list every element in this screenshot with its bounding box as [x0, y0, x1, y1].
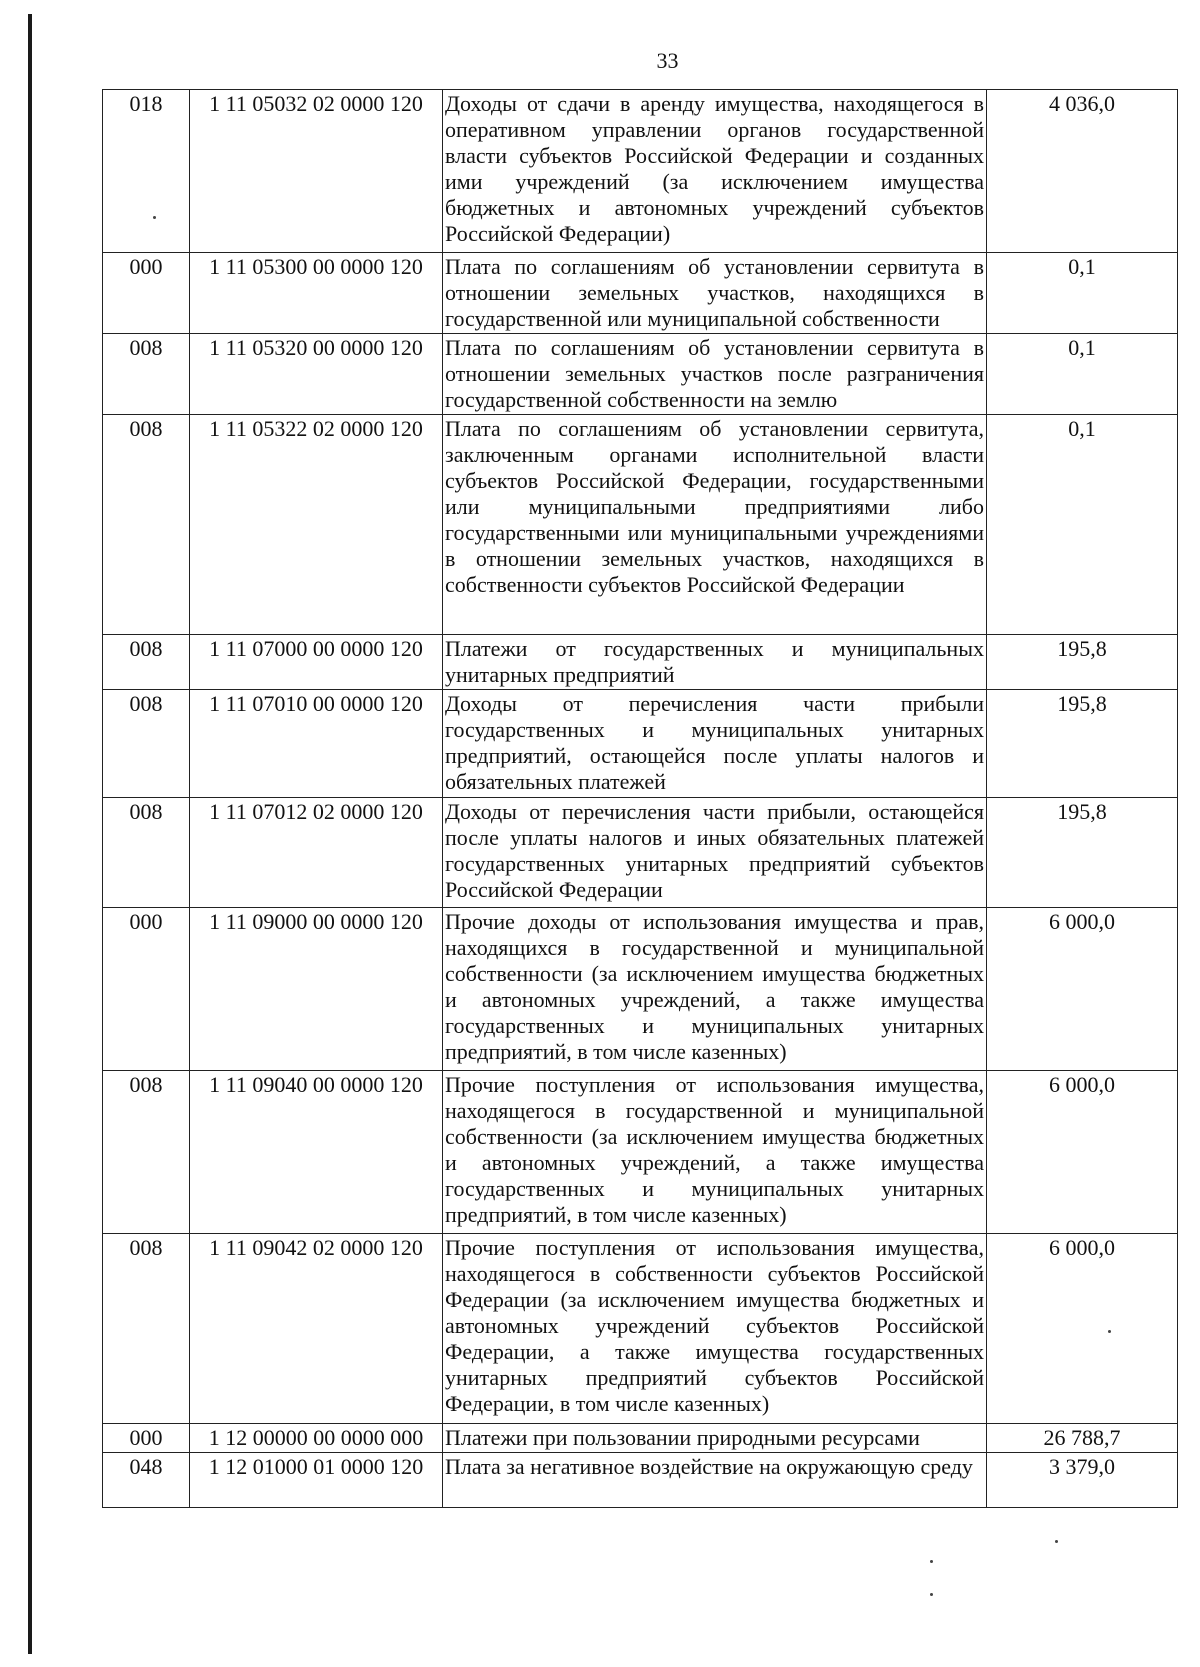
table-row — [103, 90, 1178, 253]
amount-cell: 195,8 — [987, 635, 1178, 690]
scan-speck — [930, 1593, 933, 1596]
budget-code-cell: 1 12 01000 01 0000 120 — [190, 1453, 443, 1508]
admin-code-cell: 000 — [103, 908, 190, 1071]
table-row — [103, 334, 1178, 415]
table-row — [103, 908, 1178, 1071]
amount-cell: 195,8 — [987, 798, 1178, 908]
revenue-name-cell: Доходы от перечисления части прибыли, остающейся после уплаты налогов и иных обязательных платежей государственных унитарных предприятий субъектов Российской Федерации — [443, 798, 987, 908]
budget-code-cell: 1 12 00000 00 0000 000 — [190, 1424, 443, 1453]
admin-code-cell: 000 — [103, 253, 190, 334]
scan-speck — [1108, 1330, 1111, 1333]
scan-speck — [930, 1560, 933, 1563]
binding-margin-line — [28, 14, 32, 1654]
budget-code-cell: 1 11 09000 00 0000 120 — [190, 908, 443, 1071]
table-row — [103, 1453, 1178, 1508]
table-row — [103, 690, 1178, 798]
budget-code-cell: 1 11 05300 00 0000 120 — [190, 253, 443, 334]
amount-cell: 26 788,7 — [987, 1424, 1178, 1453]
revenue-name-cell: Плата по соглашениям об установлении сервитута в отношении земельных участков после разграничения государственной собственности на землю — [443, 334, 987, 415]
admin-code-cell: 008 — [103, 334, 190, 415]
revenue-name-cell: Плата по соглашениям об установлении сервитута в отношении земельных участков, находящихся в государственной или муниципальной собственности — [443, 253, 987, 334]
scan-speck — [1055, 1540, 1058, 1543]
scan-speck — [153, 216, 156, 219]
revenue-name-cell: Плата за негативное воздействие на окружающую среду — [443, 1453, 987, 1508]
admin-code-cell: 000 — [103, 1424, 190, 1453]
budget-revenue-table — [102, 89, 1178, 1508]
amount-cell: 3 379,0 — [987, 1453, 1178, 1508]
budget-code-cell: 1 11 07010 00 0000 120 — [190, 690, 443, 798]
revenue-name-cell: Плата по соглашениям об установлении сервитута, заключенным органами исполнительной власти субъектов Российской Федерации, государственными или муниципальными предприятиями либо государственными или муниципальными учреждениями в отношении земельных участков, находящихся в собственности субъектов Российской Федерации — [443, 415, 987, 635]
revenue-name-cell: Прочие поступления от использования имущества, находящегося в собственности субъектов Российской Федерации (за исключением имущества бюджетных и автономных учреждений субъектов Российской Федерации, а также имущества государственных унитарных предприятий субъектов Российской Федерации, в том числе казенных) — [443, 1234, 987, 1424]
revenue-name-cell: Платежи от государственных и муниципальных унитарных предприятий — [443, 635, 987, 690]
table-row — [103, 1234, 1178, 1424]
revenue-name-cell: Доходы от сдачи в аренду имущества, находящегося в оперативном управлении органов государственной власти субъектов Российской Федерации и созданных ими учреждений (за исключением имущества бюджетных и автономных учреждений субъектов Российской Федерации) — [443, 90, 987, 253]
revenue-name-cell: Прочие поступления от использования имущества, находящегося в государственной и муниципальной собственности (за исключением имущества бюджетных и автономных учреждений, а также имущества государственных и муниципальных унитарных предприятий, в том числе казенных) — [443, 1071, 987, 1234]
budget-code-cell: 1 11 07012 02 0000 120 — [190, 798, 443, 908]
budget-code-cell: 1 11 09040 00 0000 120 — [190, 1071, 443, 1234]
revenue-name-cell: Прочие доходы от использования имущества и прав, находящихся в государственной и муниципальной собственности (за исключением имущества бюджетных и автономных учреждений, а также имущества государственных и муниципальных унитарных предприятий, в том числе казенных) — [443, 908, 987, 1071]
amount-cell: 0,1 — [987, 253, 1178, 334]
budget-code-cell: 1 11 05032 02 0000 120 — [190, 90, 443, 253]
admin-code-cell: 008 — [103, 798, 190, 908]
admin-code-cell: 008 — [103, 690, 190, 798]
budget-code-cell: 1 11 07000 00 0000 120 — [190, 635, 443, 690]
amount-cell: 6 000,0 — [987, 1234, 1178, 1424]
amount-cell: 4 036,0 — [987, 90, 1178, 253]
table-row — [103, 798, 1178, 908]
amount-cell: 0,1 — [987, 334, 1178, 415]
budget-code-cell: 1 11 05322 02 0000 120 — [190, 415, 443, 635]
table-row — [103, 415, 1178, 635]
admin-code-cell: 008 — [103, 1071, 190, 1234]
admin-code-cell: 048 — [103, 1453, 190, 1508]
revenue-name-cell: Платежи при пользовании природными ресурсами — [443, 1424, 987, 1453]
admin-code-cell: 018 — [103, 90, 190, 253]
amount-cell: 0,1 — [987, 415, 1178, 635]
amount-cell: 195,8 — [987, 690, 1178, 798]
amount-cell: 6 000,0 — [987, 1071, 1178, 1234]
table-row — [103, 1071, 1178, 1234]
admin-code-cell: 008 — [103, 415, 190, 635]
admin-code-cell: 008 — [103, 1234, 190, 1424]
budget-code-cell: 1 11 09042 02 0000 120 — [190, 1234, 443, 1424]
revenue-name-cell: Доходы от перечисления части прибыли государственных и муниципальных унитарных предприятий, остающейся после уплаты налогов и обязательных платежей — [443, 690, 987, 798]
admin-code-cell: 008 — [103, 635, 190, 690]
table-row — [103, 253, 1178, 334]
amount-cell: 6 000,0 — [987, 908, 1178, 1071]
table-row — [103, 635, 1178, 690]
table-row — [103, 1424, 1178, 1453]
page-number: 33 — [656, 48, 679, 73]
budget-code-cell: 1 11 05320 00 0000 120 — [190, 334, 443, 415]
